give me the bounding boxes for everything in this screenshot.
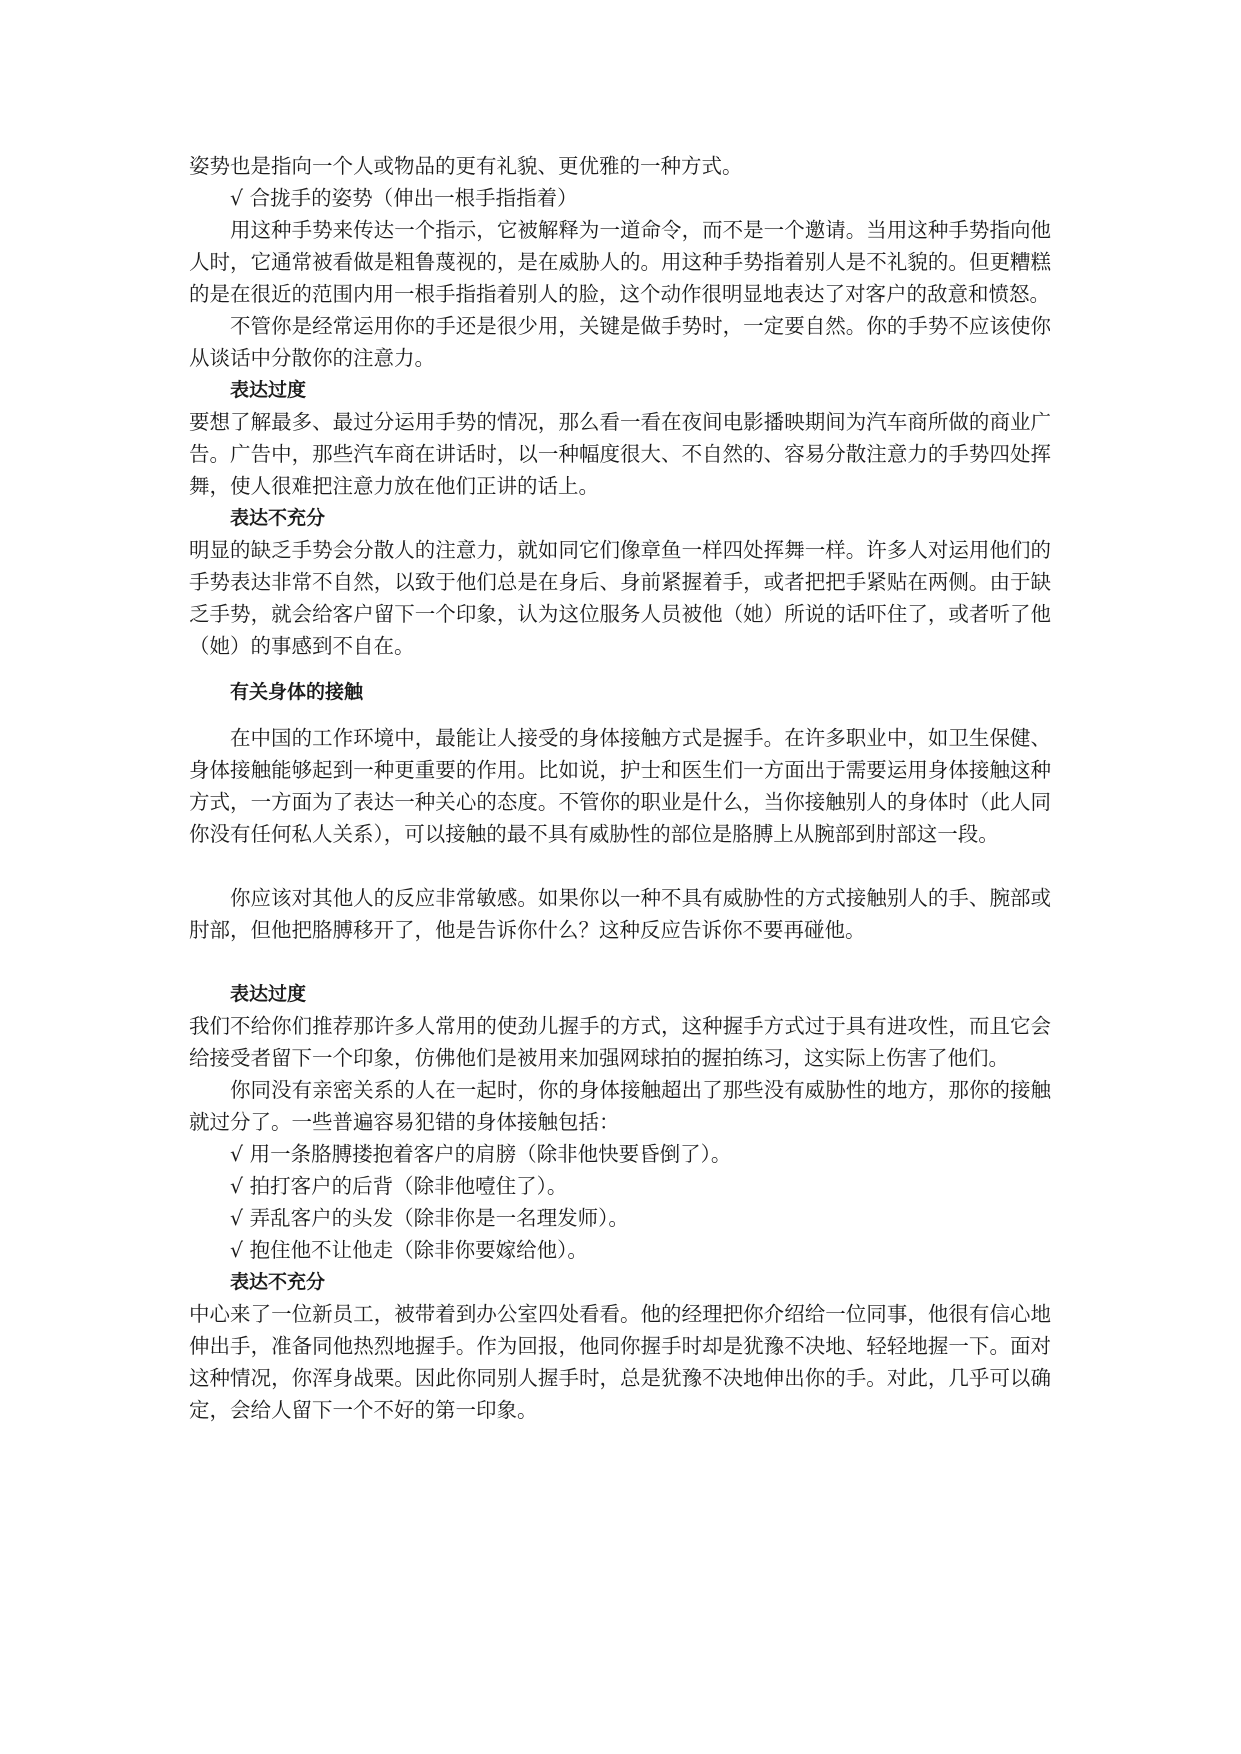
spacer [189, 662, 1051, 676]
spacer [189, 850, 1051, 882]
section-heading-overexpression: 表达过度 [230, 379, 307, 401]
section-heading-underexpression: 表达不充分 [230, 507, 326, 529]
section-heading-underexpression-2: 表达不充分 [230, 1271, 326, 1293]
paragraph-sensitivity: 你应该对其他人的反应非常敏感。如果你以一种不具有威胁性的方式接触别人的手、腕部或肘部，但他把胳膊移开了，他是告诉你什么？这种反应告诉你不要再碰他。 [189, 886, 1051, 942]
paragraph-handshake-workplace: 在中国的工作环境中，最能让人接受的身体接触方式是握手。在许多职业中，如卫生保健、身体接触能够起到一种更重要的作用。比如说，护士和医生们一方面出于需要运用身体接触这种方式，一方面为了表达一种关心的态度。不管你的职业是什么，当你接触别人的身体时（此人同你没有任何私人关系），可以接触的最不具有威胁性的部位是胳膊上从腕部到肘部这一段。 [189, 726, 1051, 846]
paragraph-continuation: 姿势也是指向一个人或物品的更有礼貌、更优雅的一种方式。 [189, 154, 743, 178]
paragraph-pointing-command: 用这种手势来传达一个指示，它被解释为一道命令，而不是一个邀请。当用这种手势指向他人时，它通常被看做是粗鲁蔑视的，是在威胁人的。用这种手势指着别人是不礼貌的。但更糟糕的是在很近的范围内用一根手指指着别人的脸，这个动作很明显地表达了对客户的敌意和愤怒。 [189, 218, 1051, 306]
list-item-finger-point: √ 合拢手的姿势（伸出一根手指指着） [230, 186, 578, 210]
document-page [189, 150, 1051, 1426]
paragraph-weak-handshake: 中心来了一位新员工，被带着到办公室四处看看。他的经理把你介绍给一位同事，他很有信心地伸出手，准备同他热烈地握手。作为回报，他同你握手时却是犹豫不决地、轻轻地握一下。面对这种情况，你浑身战栗。因此你同别人握手时，总是犹豫不决地伸出你的手。对此，几乎可以确定，会给人留下一个不好的第一印象。 [189, 1302, 1051, 1422]
section-heading-overexpression-2: 表达过度 [230, 983, 307, 1005]
list-item-back: √ 拍打客户的后背（除非他噎住了）。 [230, 1174, 568, 1198]
list-item-shoulder: √ 用一条胳膊搂抱着客户的肩膀（除非他快要昏倒了）。 [230, 1142, 732, 1166]
paragraph-lack-of-gestures: 明显的缺乏手势会分散人的注意力，就如同它们像章鱼一样四处挥舞一样。许多人对运用他们的手势表达非常不自然，以致于他们总是在身后、身前紧握着手，或者把把手紧贴在两侧。由于缺乏手势，就会给客户留下一个印象，认为这位服务人员被他（她）所说的话吓住了，或者听了他（她）的事感到不自在。 [189, 538, 1051, 658]
paragraph-natural-gestures: 不管你是经常运用你的手还是很少用，关键是做手势时，一定要自然。你的手势不应该使你从谈话中分散你的注意力。 [189, 314, 1051, 370]
section-heading-body-contact: 有关身体的接触 [230, 681, 364, 703]
paragraph-car-ads: 要想了解最多、最过分运用手势的情况，那么看一看在夜间电影播映期间为汽车商所做的商业广告。广告中，那些汽车商在讲话时，以一种幅度很大、不自然的、容易分散注意力的手势四处挥舞，使人很难把注意力放在他们正讲的话上。 [189, 410, 1051, 498]
spacer [189, 946, 1051, 978]
list-item-hold: √ 抱住他不让他走（除非你要嫁给他）。 [230, 1238, 588, 1262]
spacer [189, 708, 1051, 722]
paragraph-firm-handshake: 我们不给你们推荐那许多人常用的使劲儿握手的方式，这种握手方式过于具有进攻性，而且它会给接受者留下一个印象，仿佛他们是被用来加强网球拍的握拍练习，这实际上伤害了他们。 [189, 1014, 1051, 1070]
list-item-hair: √ 弄乱客户的头发（除非你是一名理发师）。 [230, 1206, 629, 1230]
paragraph-excessive-contact: 你同没有亲密关系的人在一起时，你的身体接触超出了那些没有威胁性的地方，那你的接触就过分了。一些普遍容易犯错的身体接触包括： [189, 1078, 1051, 1134]
